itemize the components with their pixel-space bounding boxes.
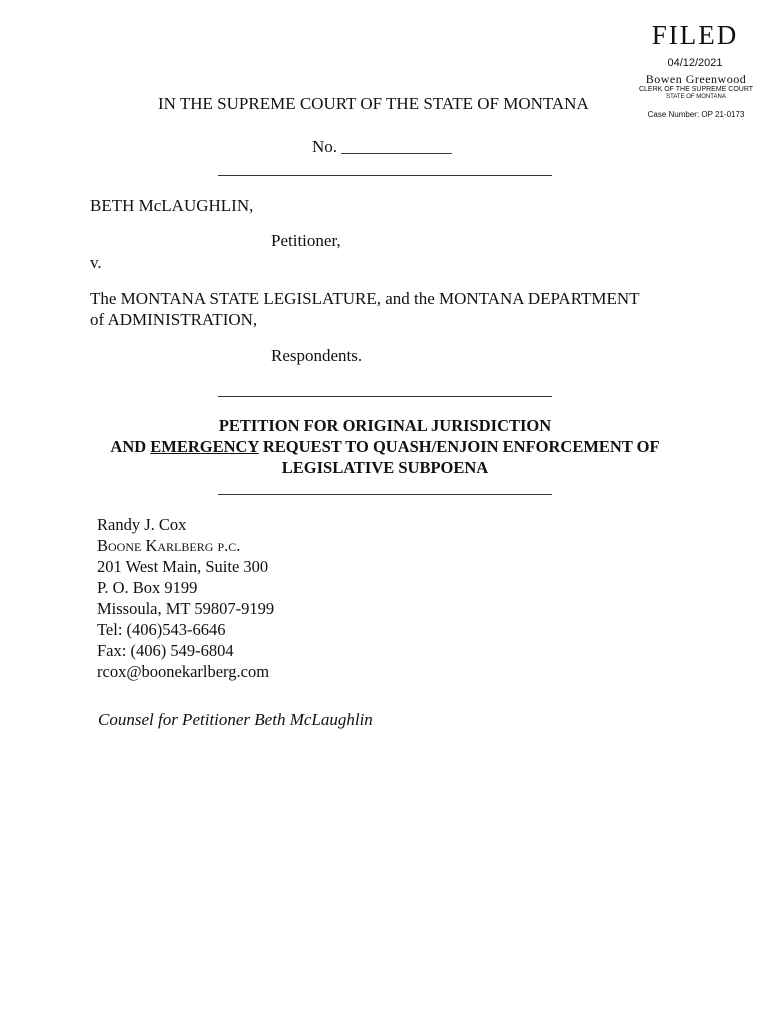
docket-number: No. _____________ <box>312 137 452 156</box>
clerk-title: CLERK OF THE SUPREME COURT <box>638 86 754 93</box>
title-emphasis: EMERGENCY <box>150 437 259 456</box>
title-line-3: LEGISLATIVE SUBPOENA <box>281 458 489 477</box>
versus-label: v. <box>90 253 102 272</box>
po-box: P. O. Box 9199 <box>97 578 198 597</box>
fax: Fax: (406) 549-6804 <box>97 641 234 660</box>
respondents-line-2: of ADMINISTRATION, <box>90 310 258 329</box>
title-line-1: PETITION FOR ORIGINAL JURISDICTION <box>218 416 552 435</box>
divider-rule <box>218 494 552 495</box>
address-line: 201 West Main, Suite 300 <box>97 557 269 576</box>
law-firm: Boone Karlberg p.c. <box>97 536 241 555</box>
counsel-name: Randy J. Cox <box>97 515 187 534</box>
counsel-block <box>97 514 274 682</box>
divider-rule <box>218 396 552 397</box>
clerk-name: Bowen Greenwood <box>645 72 747 86</box>
respondents-line-1: The MONTANA STATE LEGISLATURE, and the MONTANA DEPARTMENT <box>90 289 640 308</box>
respondents-names <box>90 288 640 330</box>
title-line-2 <box>70 436 700 457</box>
title-line-2-prefix: AND <box>110 437 151 456</box>
petitioner-name: BETH McLAUGHLIN, <box>90 196 254 215</box>
filed-stamp-label: FILED <box>651 20 739 50</box>
telephone: Tel: (406)543-6646 <box>97 620 226 639</box>
divider-rule <box>218 175 552 176</box>
clerk-state: STATE OF MONTANA <box>666 94 726 100</box>
filed-date: 04/12/2021 <box>667 57 723 69</box>
counsel-role: Counsel for Petitioner Beth McLaughlin <box>98 710 373 729</box>
city-state-zip: Missoula, MT 59807-9199 <box>97 599 275 618</box>
case-number: Case Number: OP 21-0173 <box>647 110 745 119</box>
email: rcox@boonekarlberg.com <box>97 662 270 681</box>
court-heading: IN THE SUPREME COURT OF THE STATE OF MONTANA <box>158 94 589 113</box>
document-title <box>70 415 700 478</box>
petitioner-role: Petitioner, <box>271 231 341 250</box>
respondents-role: Respondents. <box>271 346 363 365</box>
title-line-2-suffix: REQUEST TO QUASH/ENJOIN ENFORCEMENT OF <box>258 437 660 456</box>
